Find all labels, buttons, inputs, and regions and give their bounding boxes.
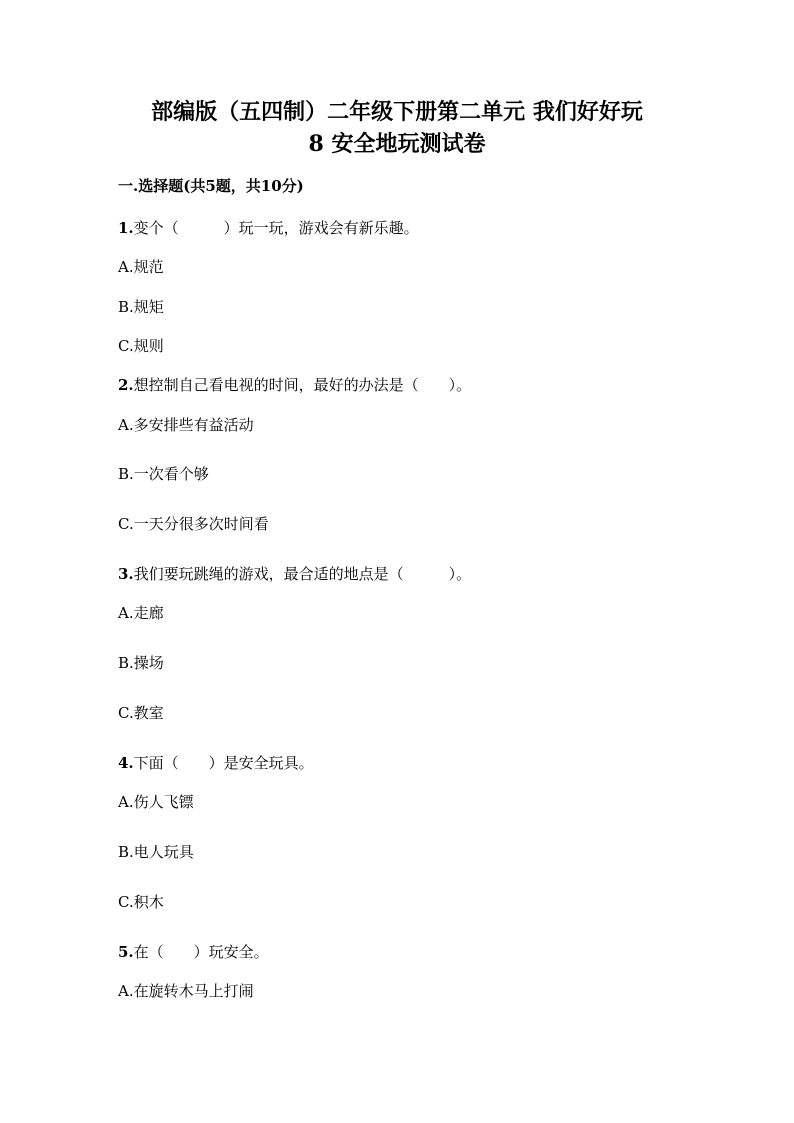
question-2-option-a: A.多安排些有益活动 (118, 416, 254, 434)
question-3 (118, 564, 471, 584)
page-title-line-1: 部编版（五四制）二年级下册第二单元 我们好好玩 (151, 99, 643, 125)
question-2-option-c: C.一天分很多次时间看 (118, 515, 269, 533)
question-5-number: 5. (118, 943, 134, 961)
question-2-text: 想控制自己看电视的时间，最好的办法是（ ）。 (133, 376, 472, 394)
question-4 (118, 753, 314, 773)
question-1 (118, 218, 419, 238)
question-5-option-a: A.在旋转木马上打闹 (118, 982, 254, 1000)
question-1-option-b: B.规矩 (118, 298, 164, 316)
question-1-text: 变个（ ）玩一玩，游戏会有新乐趣。 (133, 219, 419, 237)
question-5-text: 在（ ）玩安全。 (133, 943, 269, 961)
question-2 (118, 375, 471, 395)
question-4-option-c: C.积木 (118, 893, 164, 911)
question-4-option-b: B.电人玩具 (118, 843, 194, 861)
section-heading: 一.选择题(共5题，共10分) (118, 177, 304, 195)
question-5 (118, 942, 269, 962)
question-3-text: 我们要玩跳绳的游戏，最合适的地点是（ ）。 (133, 565, 472, 583)
page-title-line-2: 8 安全地玩测试卷 (308, 131, 486, 157)
question-3-option-c: C.教室 (118, 704, 164, 722)
question-2-number: 2. (118, 376, 134, 394)
question-2-option-b: B.一次看个够 (118, 465, 209, 483)
question-3-option-a: A.走廊 (118, 604, 164, 622)
question-4-number: 4. (118, 754, 134, 772)
question-4-text: 下面（ ）是安全玩具。 (133, 754, 314, 772)
question-1-number: 1. (118, 219, 134, 237)
question-1-option-c: C.规则 (118, 337, 164, 355)
question-1-option-a: A.规范 (118, 258, 164, 276)
question-3-option-b: B.操场 (118, 654, 164, 672)
question-4-option-a: A.伤人飞镖 (118, 793, 194, 811)
question-3-number: 3. (118, 565, 134, 583)
